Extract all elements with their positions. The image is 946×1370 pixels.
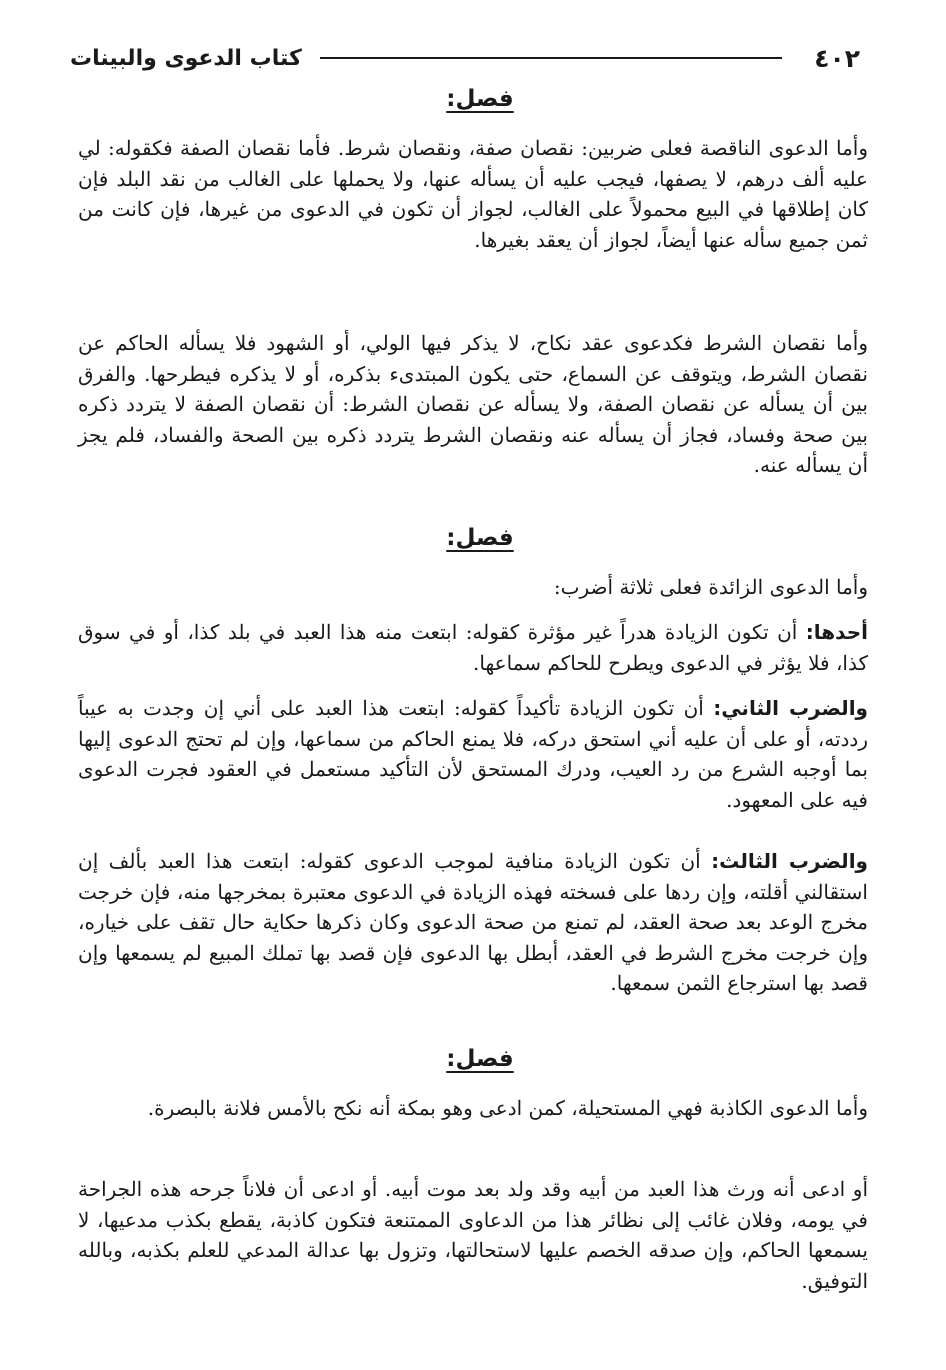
paragraph	[78, 328, 868, 481]
paragraph	[78, 846, 868, 999]
running-header	[70, 38, 860, 78]
section-heading: فصل:	[446, 525, 514, 551]
paragraph-text: أن تكون الزيادة منافية لموجب الدعوى كقوله: ابتعت هذا العبد بألف إن استقالني أقلته، وإن ردها على فسخته فهذه الزيادة في الدعوى معتبرة بمخرجها منه، فإن خرجت مخرج الوعد بعد صحة العقد، لم تمنع من صحة الدعوى وكان ذكرها حكاية حال تقف على خياره، وإن خرجت مخرج الشرط في العقد، أبطل بها الدعوى فإن قصد بها تملك المبيع لم يسمعها وإن قصد بها استرجاع الثمن سمعها.	[78, 849, 868, 995]
paragraph-lead: والضرب الثاني:	[713, 696, 868, 720]
paragraph-text: أن تكون الزيادة تأكيداً كقوله: ابتعت هذا العبد على أني إن وجدت به عيباً رددته، أو على أن عليه أني استحق دركه، فلا يمنع الحاكم من سماعها، وإن لم تحتج الدعوى إليها بما أوجبه الشرع من رد العيب، ودرك المستحق لأن التأكيد مستعمل في العقود فجرت الدعوى فيه على المعهود.	[78, 696, 868, 812]
paragraph-lead: أحدها:	[805, 620, 868, 644]
paragraph-text: وأما الدعوى الزائدة فعلى ثلاثة أضرب:	[553, 575, 868, 599]
paragraph-text: وأما نقصان الشرط فكدعوى عقد نكاح، لا يذكر فيها الولي، أو الشهود فلا يسأله الحاكم عن نقصان الشرط، ويتوقف عن السماع، حتى يكون المبتدىء بذكره، أو لا يذكره فيطرحها. والفرق بين أن يسأله عن نقصان الصفة، ولا يسأله عن نقصان الشرط: أن نقصان الصفة لا يتردد ذكره بين صحة وفساد، فجاز أن يسأله عنه ونقصان الشرط يتردد ذكره بين الصحة والفساد، فلم يجز أن يسأله عنه.	[78, 331, 868, 477]
paragraph-text: أن تكون الزيادة هدراً غير مؤثرة كقوله: ابتعت منه هذا العبد في بلد كذا، أو في سوق كذا، فلا يؤثر في الدعوى ويطرح للحاكم سماعها.	[78, 620, 868, 675]
section-heading: فصل:	[446, 86, 514, 112]
book-title: كتاب الدعوى والبينات	[70, 45, 302, 71]
header-rule	[320, 57, 782, 59]
paragraph	[78, 693, 868, 815]
paragraph-lead: والضرب الثالث:	[711, 849, 868, 873]
page-number: ٤٠٢	[814, 43, 860, 73]
paragraph	[78, 1093, 868, 1124]
paragraph-text: وأما الدعوى الكاذبة فهي المستحيلة، كمن ادعى وهو بمكة أنه نكح بالأمس فلانة بالبصرة.	[147, 1096, 868, 1120]
paragraph	[78, 133, 868, 255]
section-heading: فصل:	[446, 1046, 514, 1072]
paragraph	[78, 1174, 868, 1296]
paragraph-text: أو ادعى أنه ورث هذا العبد من أبيه وقد ولد بعد موت أبيه. أو ادعى أن فلاناً جرحه هذه الجراحة في يومه، وفلان غائب إلى نظائر هذا من الدعاوى الممتنعة فتكون كاذبة، يقطع بكذب مدعيها، لا يسمعها الحاكم، وإن صدقه الخصم عليها لاستحالتها، وتزول بها عدالة المدعي للعلم بكذبه، وبالله التوفيق.	[78, 1177, 868, 1293]
paragraph	[78, 617, 868, 678]
paragraph	[78, 572, 868, 603]
paragraph-text: وأما الدعوى الناقصة فعلى ضربين: نقصان صفة، ونقصان شرط. فأما نقصان الصفة فكقوله: لي عليه ألف درهم، لا يصفها، فيجب عليه أن يسأله عنها، ولا يحملها على الغالب من نقد البلد فإن كان إطلاقها في البيع محمولاً على الغالب، لجواز أن تكون في الدعوى من غيرها، فإن كانت من ثمن جميع سأله عنها أيضاً، لجواز أن يعقد بغيرها.	[78, 136, 868, 252]
